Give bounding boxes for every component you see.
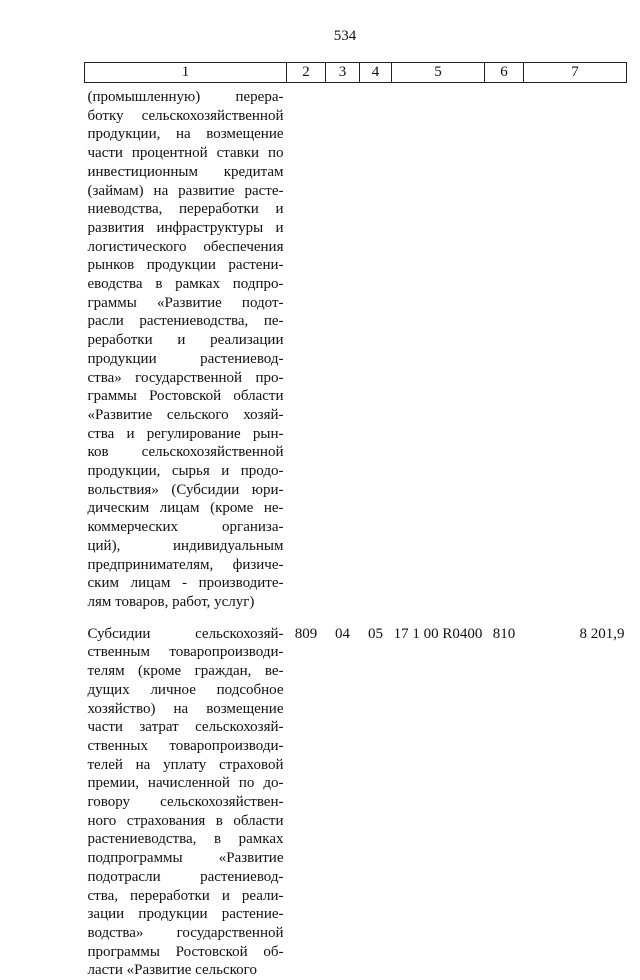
description-line: ботку сельскохозяйственной <box>87 107 284 124</box>
description-line: вольствия» (Субсидии юри- <box>87 481 284 498</box>
description-line: рынков продукции растени- <box>87 257 284 274</box>
description-line: ским лицам - производите- <box>87 575 284 592</box>
description-line: зации продукции растение- <box>87 906 284 923</box>
description-line: подотрасли растениевод- <box>87 868 284 885</box>
subsection-code <box>360 83 392 612</box>
description-line: лям товаров, работ, услуг) <box>87 593 255 610</box>
description-line: (займам) на развитие расте- <box>87 182 284 199</box>
description-line: ства и регулирование рын- <box>87 425 284 442</box>
description-line: ственных товаропроизводи- <box>87 737 284 754</box>
column-header-2: 2 <box>287 63 326 83</box>
table-row <box>85 620 627 980</box>
description-line: продукции растениевод- <box>87 350 284 367</box>
row-description <box>85 83 287 612</box>
description-line: дущих личное подсобное <box>87 681 284 698</box>
description-line: (промышленную) перера- <box>87 89 284 105</box>
description-line: граммы Ростовской области <box>87 388 284 405</box>
description-line: инвестиционным кредитам <box>87 163 284 180</box>
description-line: говору сельскохозяйствен- <box>87 794 284 811</box>
column-header-5: 5 <box>392 63 485 83</box>
description-line: коммерческих организа- <box>87 519 284 536</box>
description-line: еводства в рамках подпро- <box>87 276 284 293</box>
subsection-code: 05 <box>368 625 383 642</box>
budget-table <box>84 62 627 980</box>
description-line: Субсидии сельскохозяй- <box>87 625 284 642</box>
target-article: 17 1 00 R0400 <box>393 625 483 642</box>
description-line: программы Ростовской об- <box>87 943 284 960</box>
table-header <box>85 63 627 83</box>
description-line: ков сельскохозяйственной <box>87 444 284 461</box>
description-line: премии, начисленной по до- <box>87 775 284 792</box>
description-line: продукции, на возмещение <box>87 126 284 143</box>
description-line: части затрат сельскохозяй- <box>87 719 284 736</box>
description-line: ласти «Развитие сельского <box>87 962 257 979</box>
section-code: 04 <box>335 625 350 642</box>
description-line: телям (кроме граждан, ве- <box>87 663 284 680</box>
section-code <box>326 83 360 612</box>
description-line: ства, переработки и реали- <box>87 887 284 904</box>
description-line: подпрограммы «Развитие <box>87 850 284 867</box>
description-line: реработки и реализации <box>87 332 284 349</box>
description-line: развития инфраструктуры и <box>87 219 284 236</box>
description-line: «Развитие сельского хозяй- <box>87 406 284 423</box>
amount <box>524 83 627 612</box>
description-line: ций), индивидуальным <box>87 537 284 554</box>
description-line: расли растениеводства, пе- <box>87 313 284 330</box>
description-line: ниеводства, переработки и <box>87 201 284 218</box>
description-line: граммы «Развитие подот- <box>87 294 284 311</box>
page-number: 534 <box>333 28 357 44</box>
description-line: телей на уплату страховой <box>87 756 284 773</box>
column-header-1: 1 <box>85 63 287 83</box>
ministry-code: 809 <box>294 625 318 642</box>
target-article <box>392 83 485 612</box>
description-line: хозяйство) на возмещение <box>87 700 284 717</box>
ministry-code <box>287 83 326 612</box>
column-header-7: 7 <box>524 63 627 83</box>
column-header-3: 3 <box>326 63 360 83</box>
description-line: ственным товаропроизводи- <box>87 644 284 661</box>
description-line: дическим лицам (кроме не- <box>87 500 284 517</box>
expense-type: 810 <box>492 625 516 642</box>
description-line: ного страхования в области <box>87 812 284 829</box>
amount: 8 201,9 <box>579 625 625 642</box>
expense-type <box>485 83 524 612</box>
row-description <box>85 620 287 980</box>
column-header-4: 4 <box>360 63 392 83</box>
description-line: логистического обеспечения <box>87 238 284 255</box>
description-line: предпринимателям, физиче- <box>87 556 284 573</box>
description-line: продукции, сырья и продо- <box>87 463 284 480</box>
description-line: растениеводства, в рамках <box>87 831 284 848</box>
table-row <box>85 83 627 612</box>
description-line: ства» государственной про- <box>87 369 284 386</box>
column-header-6: 6 <box>485 63 524 83</box>
description-line: водства» государственной <box>87 924 284 941</box>
description-line: части процентной ставки по <box>87 145 284 162</box>
